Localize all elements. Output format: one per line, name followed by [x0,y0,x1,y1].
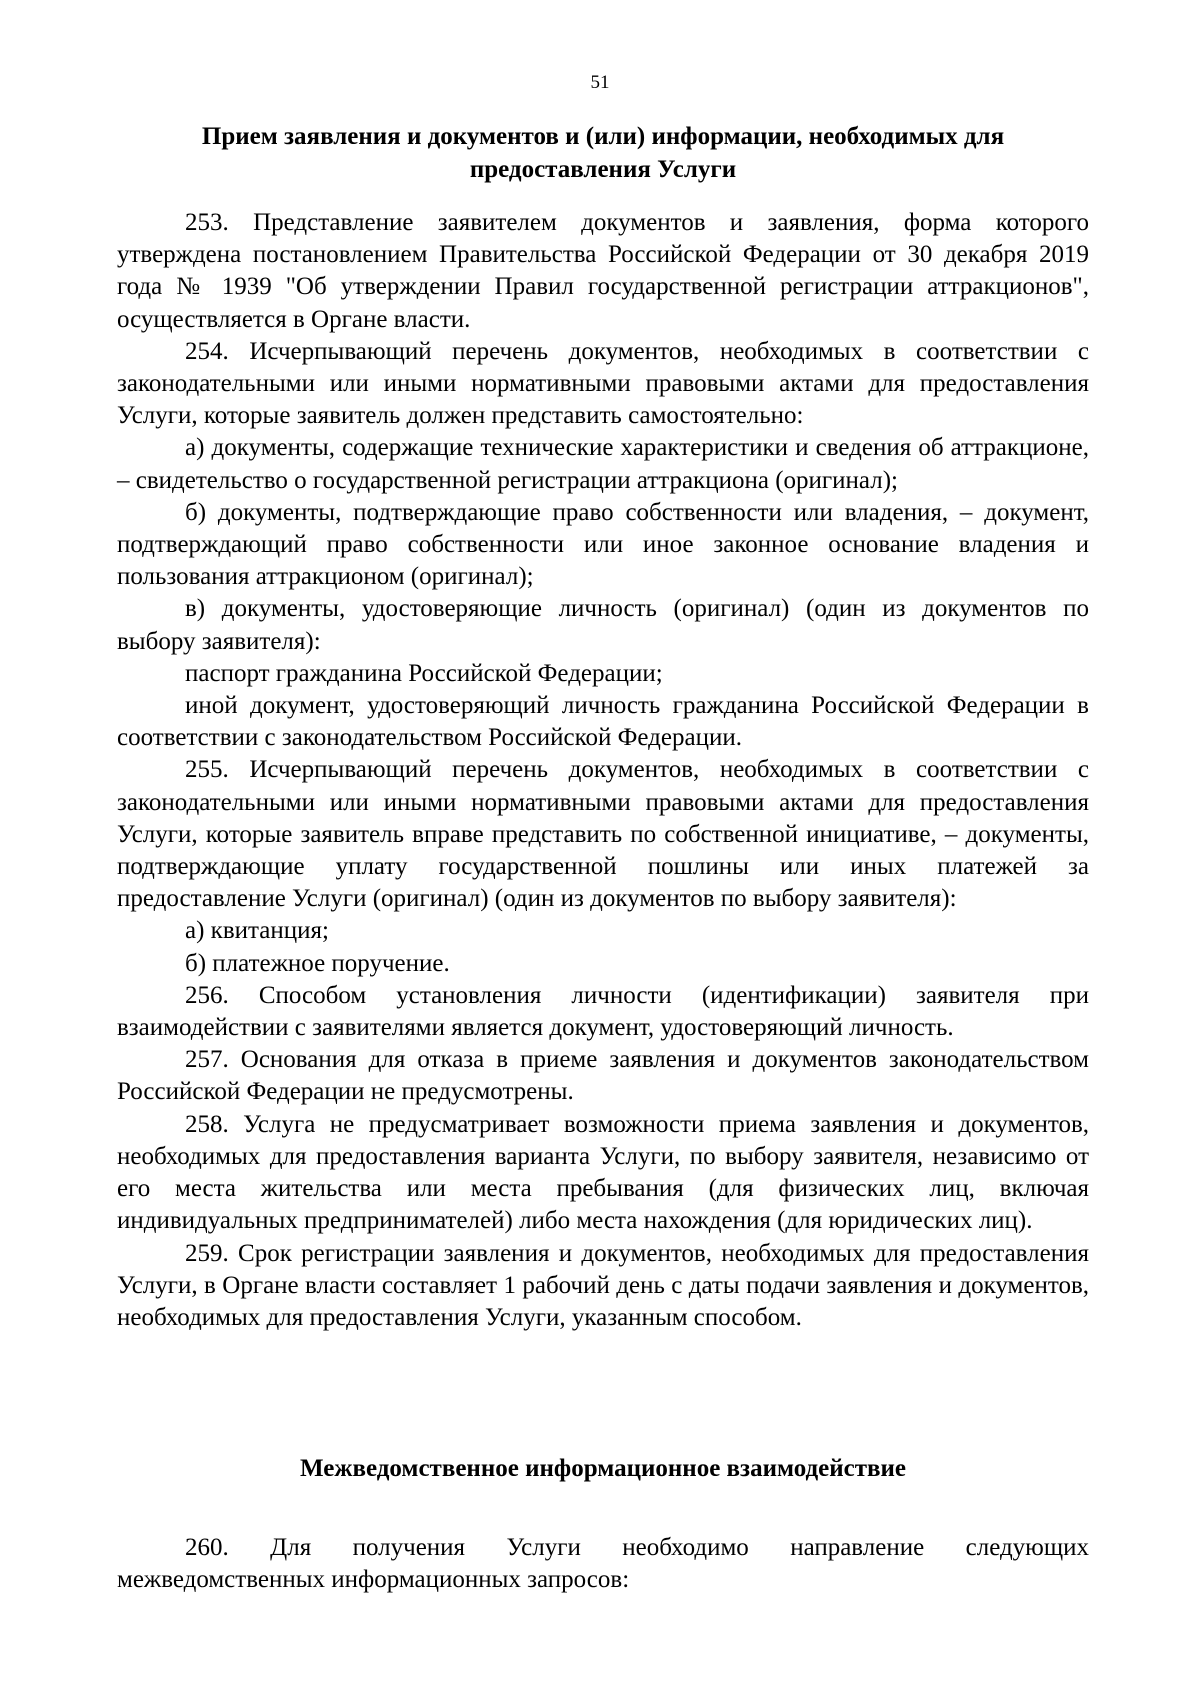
heading-line: предоставления Услуги [469,156,737,183]
section-body-reception [117,207,1089,1334]
paragraph-259: 259. Срок регистрации заявления и документов, необходимых для предоставления Услуги, в Органе власти составляет 1 рабочий день с даты подачи заявления и документов, необходимых для предоставления Услуги, указанным способом. [117,1239,1089,1331]
page-number: 51 [590,72,610,93]
list-item-254-a: а) документы, содержащие технические характеристики и сведения об аттракционе, – свидетельство о государственной регистрации аттракциона (оригинал); [117,434,1089,494]
paragraph-260: 260. Для получения Услуги необходимо направление следующих межведомственных информационных запросов: [117,1534,1089,1594]
list-item-254-v: в) документы, удостоверяющие личность (оригинал) (один из документов по выбору заявителя): [117,595,1089,655]
paragraph-255: 255. Исчерпывающий перечень документов, необходимых в соответствии с законодательными или иными нормативными правовыми актами для предоставления Услуги, которые заявитель вправе представить по собственной инициативе, – документы, подтверждающие уплату государственной пошлины или иных платежей за предоставление Услуги (оригинал) (один из документов по выбору заявителя): [117,756,1089,913]
list-item-254-b: б) документы, подтверждающие право собственности или владения, – документ, подтверждающий право собственности или иное законное основание владения и пользования аттракционом (оригинал); [117,498,1089,591]
list-item-passport: паспорт гражданина Российской Федерации; [185,659,663,687]
paragraph-257: 257. Основания для отказа в приеме заявления и документов законодательством Российской Федерации не предусмотрены. [117,1046,1089,1106]
section-heading-interagency: Межведомственное информационное взаимодействие [300,1455,906,1482]
section-body-interagency [117,1532,1089,1596]
paragraph-258: 258. Услуга не предусматривает возможности приема заявления и документов, необходимых для предоставления варианта Услуги, по выбору заявителя, независимо от его места жительства или места пребывания (для физических лиц, включая индивидуальных предпринимателей) либо места нахождения (для юридических лиц). [117,1110,1089,1235]
list-item-255-b: б) платежное поручение. [185,949,450,977]
paragraph-253: 253. Представление заявителем документов и заявления, форма которого утверждена постановлением Правительства Российской Федерации от 30 декабря 2019 года № 1939 "Об утверждении Правил государственной регистрации аттракционов", осуществляется в Органе власти. [117,209,1089,333]
paragraph-254: 254. Исчерпывающий перечень документов, необходимых в соответствии с законодательными или иными нормативными правовыми актами для предоставления Услуги, которые заявитель должен представить самостоятельно: [117,337,1089,430]
list-item-255-a: а) квитанция; [185,917,329,945]
paragraph-256: 256. Способом установления личности (идентификации) заявителя при взаимодействии с заявителями является документ, удостоверяющий личность. [117,981,1089,1042]
list-item-other-id: иной документ, удостоверяющий личность гражданина Российской Федерации в соответствии с законодательством Российской Федерации. [117,692,1089,752]
heading-line: Прием заявления и документов и (или) информации, необходимых для [201,123,1005,150]
section-heading-reception [117,120,1089,186]
